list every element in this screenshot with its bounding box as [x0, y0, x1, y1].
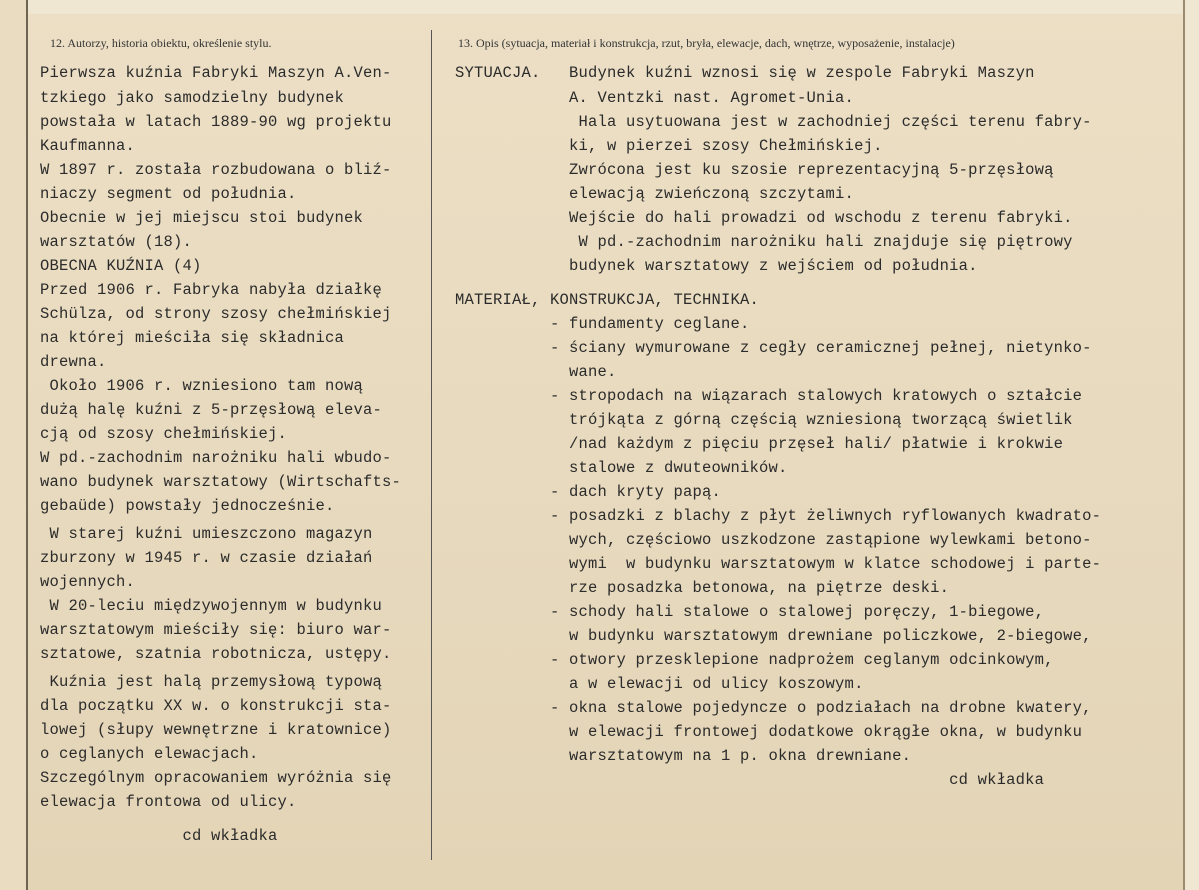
- left-col-text-line: Kuźnia jest halą przemysłową typową: [40, 673, 383, 691]
- left-col-text-line: wano budynek warsztatowy (Wirtschafts-: [40, 473, 402, 491]
- right-col-text-line: rze posadzka betonowa, na piętrze deski.: [455, 579, 950, 597]
- right-col-text-line: ki, w pierzei szosy Chełmińskiej.: [455, 137, 883, 155]
- right-col-text-line: W pd.-zachodnim narożniku hali znajduje się piętrowy: [455, 233, 1073, 251]
- right-col-text-line: MATERIAŁ, KONSTRUKCJA, TECHNIKA.: [455, 291, 760, 309]
- left-col-text-line: dużą halę kuźni z 5-przęsłową eleva-: [40, 401, 383, 419]
- right-col-text-line: - dach kryty papą.: [455, 483, 722, 501]
- right-col-text-line: wymi w budynku warsztatowym w klatce schodowej i parte-: [455, 555, 1102, 573]
- right-col-text-line: - okna stalowe pojedyncze o podziałach na drobne kwatery,: [455, 699, 1092, 717]
- left-col-text-line: na której mieściła się składnica: [40, 329, 345, 347]
- right-col-text-line: a w elewacji od ulicy koszowym.: [455, 675, 864, 693]
- left-col-text-line: Szczególnym opracowaniem wyróżnia się: [40, 769, 392, 787]
- right-col-text-line: - stropodach na wiązarach stalowych kratowych o ształcie: [455, 387, 1083, 405]
- right-col-text-line: - schody hali stalowe o stalowej poręczy, 1-biegowe,: [455, 603, 1045, 621]
- column-divider: [431, 30, 432, 860]
- left-col-text-line: drewna.: [40, 353, 107, 371]
- left-column-heading: 12. Autorzy, historia obiektu, określenie stylu.: [50, 36, 272, 50]
- right-col-text-line: Zwrócona jest ku szosie reprezentacyjną 5-przęsłową: [455, 161, 1054, 179]
- right-col-text-line: w elewacji frontowej dodatkowe okrągłe okna, w budynku: [455, 723, 1083, 741]
- left-col-text-line: gebaüde) powstały jednocześnie.: [40, 497, 335, 515]
- left-col-text-line: Kaufmanna.: [40, 137, 136, 155]
- right-col-text-line: - otwory przesklepione nadprożem ceglanym odcinkowym,: [455, 651, 1054, 669]
- left-col-text-line: W 20-leciu międzywojennym w budynku: [40, 597, 383, 615]
- right-col-text-line: /nad każdym z pięciu przęseł hali/ płatwie i krokwie: [455, 435, 1064, 453]
- left-col-text-line: W pd.-zachodnim narożniku hali wbudo-: [40, 449, 392, 467]
- right-col-text-line: - ściany wymurowane z cegły ceramicznej pełnej, nietynko-: [455, 339, 1092, 357]
- left-col-text-line: niaczy segment od południa.: [40, 185, 297, 203]
- right-col-text-line: - posadzki z blachy z płyt żeliwnych ryflowanych kwadrato-: [455, 507, 1102, 525]
- left-col-text-line: dla początku XX w. o konstrukcji sta-: [40, 697, 392, 715]
- right-col-text-line: wych, częściowo uszkodzone zastąpione wylewkami betono-: [455, 531, 1092, 549]
- right-col-text-line: stalowe z dwuteowników.: [455, 459, 788, 477]
- right-col-text-line: Wejście do hali prowadzi od wschodu z terenu fabryki.: [455, 209, 1073, 227]
- left-col-text-line: Schülza, od strony szosy chełmińskiej: [40, 305, 392, 323]
- right-col-text-line: budynek warsztatowy z wejściem od południa.: [455, 257, 978, 275]
- left-col-text-line: Przed 1906 r. Fabryka nabyła działkę: [40, 281, 383, 299]
- left-col-text-line: Obecnie w jej miejscu stoi budynek: [40, 209, 364, 227]
- right-col-text-line: w budynku warsztatowym drewniane policzkowe, 2-biegowe,: [455, 627, 1092, 645]
- right-col-text-line: cd wkładka: [455, 771, 1045, 789]
- paper-edge-left: [0, 0, 28, 890]
- right-col-text-line: Hala usytuowana jest w zachodniej części terenu fabry-: [455, 113, 1092, 131]
- right-col-text-line: trójkąta z górną częścią wzniesioną tworzącą świetlik: [455, 411, 1073, 429]
- left-col-text-line: W 1897 r. została rozbudowana o bliź-: [40, 161, 392, 179]
- left-col-text-line: wojennych.: [40, 573, 136, 591]
- left-col-text-line: lowej (słupy wewnętrzne i kratownice): [40, 721, 392, 739]
- left-col-text-line: elewacja frontowa od ulicy.: [40, 793, 297, 811]
- left-col-text-line: Pierwsza kuźnia Fabryki Maszyn A.Ven-: [40, 64, 392, 82]
- left-col-text-line: OBECNA KUŹNIA (4): [40, 257, 202, 275]
- left-col-text-line: sztatowe, szatnia robotnicza, ustępy.: [40, 645, 392, 663]
- right-col-text-line: A. Ventzki nast. Agromet-Unia.: [455, 89, 855, 107]
- left-col-text-line: cd wkładka: [40, 827, 278, 845]
- left-col-text-line: powstała w latach 1889-90 wg projektu: [40, 113, 392, 131]
- left-col-text-line: zburzony w 1945 r. w czasie działań: [40, 549, 373, 567]
- right-column-heading: 13. Opis (sytuacja, materiał i konstrukcja, rzut, bryła, elewacje, dach, wnętrze, wyposażenie, instalacje): [458, 36, 955, 50]
- left-col-text-line: warsztatowym mieściły się: biuro war-: [40, 621, 392, 639]
- paper-edge-top: [0, 0, 1199, 14]
- right-col-text-line: wane.: [455, 363, 617, 381]
- right-col-text-line: elewacją zwieńczoną szczytami.: [455, 185, 855, 203]
- left-col-text-line: warsztatów (18).: [40, 233, 193, 251]
- left-col-text-line: cją od szosy chełmińskiej.: [40, 425, 288, 443]
- left-col-text-line: o ceglanych elewacjach.: [40, 745, 259, 763]
- right-col-text-line: - fundamenty ceglane.: [455, 315, 750, 333]
- paper-edge-right: [1183, 0, 1199, 890]
- left-col-text-line: W starej kuźni umieszczono magazyn: [40, 525, 373, 543]
- right-col-text-line: SYTUACJA. Budynek kuźni wznosi się w zespole Fabryki Maszyn: [455, 64, 1035, 82]
- left-col-text-line: tzkiego jako samodzielny budynek: [40, 89, 345, 107]
- right-col-text-line: warsztatowym na 1 p. okna drewniane.: [455, 747, 912, 765]
- left-col-text-line: Około 1906 r. wzniesiono tam nową: [40, 377, 364, 395]
